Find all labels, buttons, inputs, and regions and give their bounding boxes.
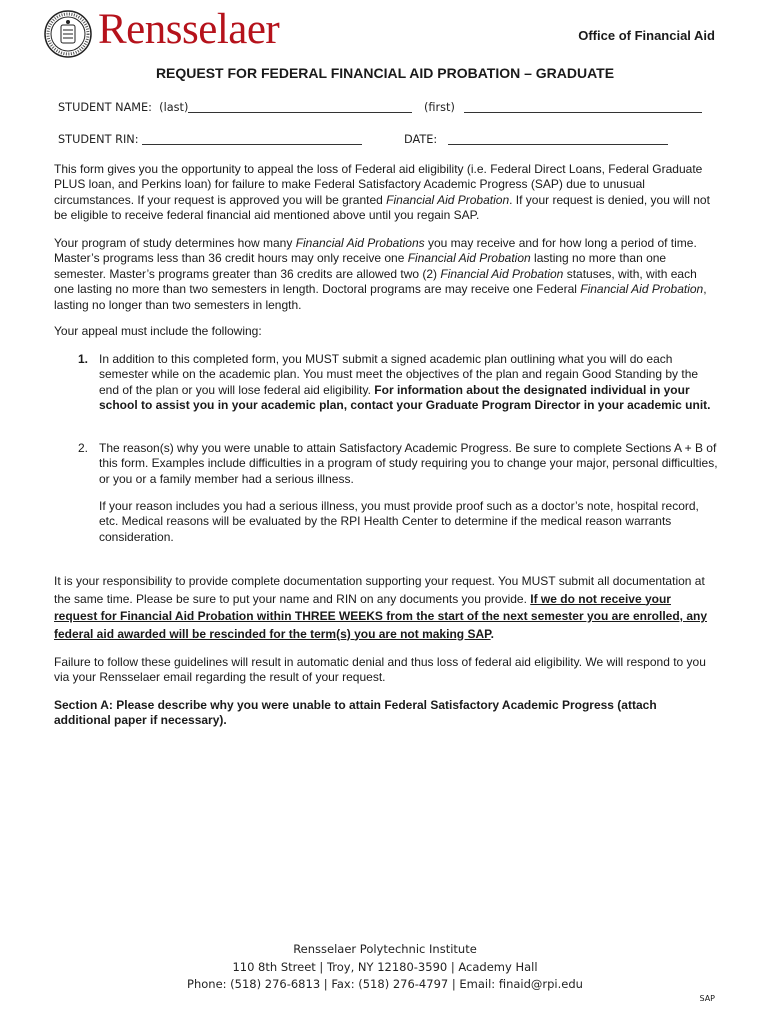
intro-paragraph-3: Your appeal must include the following: xyxy=(54,324,262,338)
footer-address: 110 8th Street | Troy, NY 12180-3590 | Academy Hall xyxy=(232,960,538,974)
footer-institution: Rensselaer Polytechnic Institute xyxy=(293,942,477,956)
rin-label: STUDENT RIN: xyxy=(58,133,139,146)
sap-tag: SAP xyxy=(699,994,715,1003)
rensselaer-seal-logo xyxy=(44,10,92,58)
list-number-2: 2. xyxy=(78,441,89,455)
section-a-heading: Section A: Please describe why you were unable to attain Federal Satisfactory Academic Progress (attach additional paper if necessary). xyxy=(54,698,657,728)
list-item-2-note: If your reason includes you had a serious illness, you must provide proof such as a doctor’s note, hospital record, etc. Medical reasons will be evaluated by the RPI Health Center to determine if the medical reason warrants consideration. xyxy=(99,499,699,544)
failure-paragraph: Failure to follow these guidelines will result in automatic denial and thus loss of federal aid eligibility. We will respond to you via your Rensselaer email regarding the result of your request. xyxy=(54,655,706,685)
list-number-1: 1. xyxy=(78,352,89,366)
list-item-2: 2. The reason(s) why you were unable to attain Satisfactory Academic Progress. Be sure to complete Sections A + B of this form. Examples include difficulties in a program of study requiring you to change your major, personal difficulties, or you or a family member had a serious illness. xyxy=(78,441,718,486)
list-item-1: 1. In addition to this completed form, you MUST submit a signed academic plan outlining what you will do each semester while on the academic plan. You must meet the objectives of the plan and regain Good Standing by the end of the plan or you will lose federal aid eligibility. For information about the designated individual in your school to assist you in your academic plan, contact your Graduate Program Director in your academic unit. xyxy=(78,352,711,413)
responsibility-paragraph: It is your responsibility to provide complete documentation supporting your request. You MUST submit all documentation at the same time. Please be sure to put your name and RIN on any documents you provide. If we do not receive your request for Financial Aid Probation within THREE WEEKS from the start of the next semester you are enrolled, any federal aid awarded will be rescinded for the term(s) you are not making SAP. xyxy=(54,574,708,641)
form-title: REQUEST FOR FEDERAL FINANCIAL AID PROBATION – GRADUATE xyxy=(155,65,615,81)
office-label: Office of Financial Aid xyxy=(578,28,715,43)
name-first-label: (first) xyxy=(424,101,455,114)
intro-paragraph-1: This form gives you the opportunity to appeal the loss of Federal aid eligibility (i.e. Federal Direct Loans, Federal Graduate PLUS loan, and Perkins loan) for failure to make Federal Satisfactory Academic Progress (SAP) due to unusual circumstances. If your request is approved you will be granted Financial Aid Probation. If your request is denied, you will not be eligible to receive federal financial aid mentioned above until you regain SAP. xyxy=(54,162,710,223)
rensselaer-wordmark: Rensselaer xyxy=(98,6,280,53)
date-label: DATE: xyxy=(404,133,438,146)
section-a-response-area[interactable] xyxy=(54,734,716,924)
intro-paragraph-2: Your program of study determines how many Financial Aid Probations you may receive and for how long a period of time. Master’s programs less than 36 credit hours may only receive one Financial Aid Probation lasting no more than one semester. Master’s programs greater than 36 credits are allowed two (2) Financial Aid Probation statuses, with, with each one lasting no more than two semesters in length. Doctoral programs are may receive one Federal Financial Aid Probation, lasting no longer than two semesters in length. xyxy=(54,236,707,312)
footer-contact: Phone: (518) 276-6813 | Fax: (518) 276-4797 | Email: finaid@rpi.edu xyxy=(187,977,583,991)
name-last-label: STUDENT NAME: (last) xyxy=(58,101,189,114)
